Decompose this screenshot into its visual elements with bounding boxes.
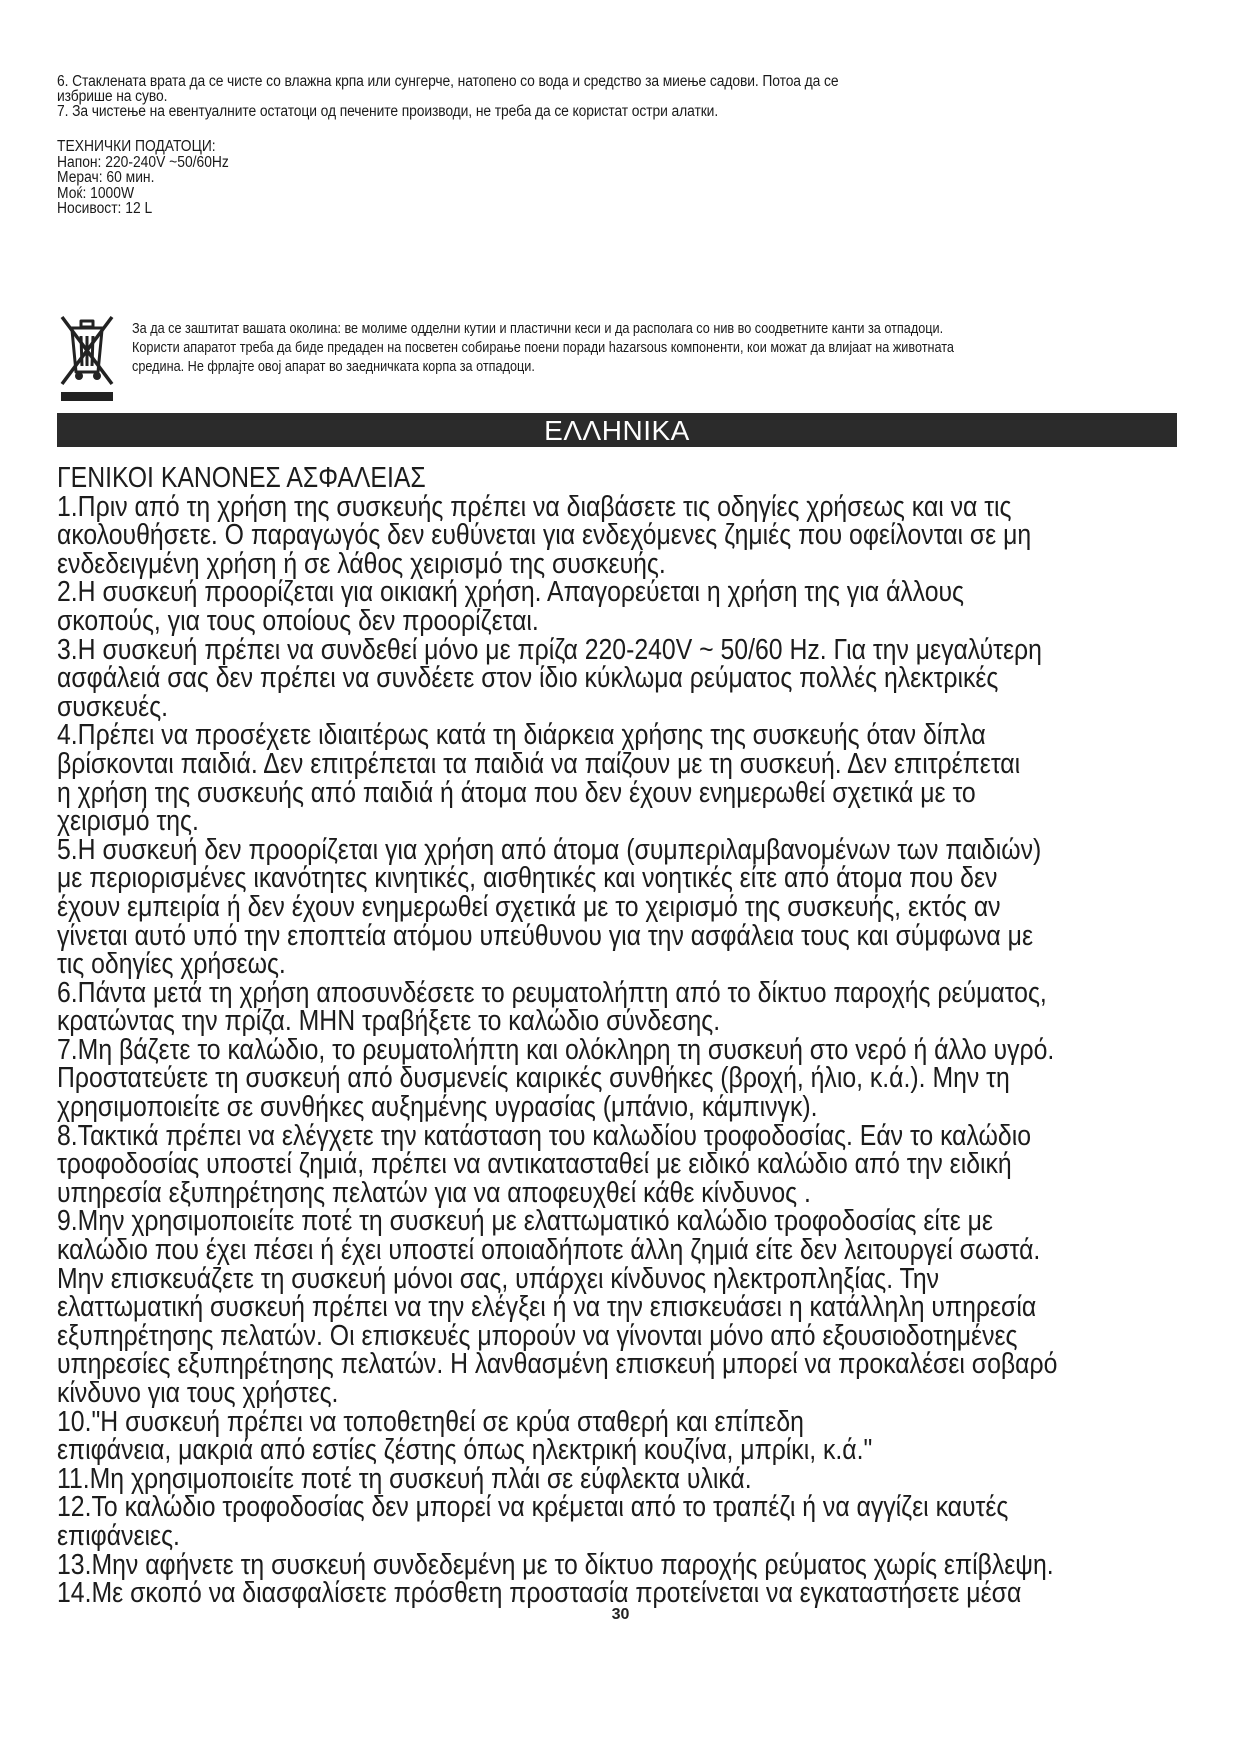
safety-rules-line: βρίσκονται παιδιά. Δεν επιτρέπεται τα παιδιά να παίζουν με τη συσκευή. Δεν επιτρέπεται <box>57 747 1021 780</box>
safety-rules-line: 8.Τακτικά πρέπει να ελέγχετε την κατάσταση του καλωδίου τροφοδοσίας. Εάν το καλώδιο <box>57 1119 1032 1152</box>
safety-rules-line: επιφάνεια, μακριά από εστίες ζέστης όπως ηλεκτρική κουζίνα, μπρίκι, κ.ά." <box>57 1434 873 1467</box>
safety-rules-line: Μην επισκευάζετε τη συσκευή μόνοι σας, υπάρχει κίνδυνος ηλεκτροπληξίας. Την <box>57 1262 940 1295</box>
disposal-line-2: Користи апаратот треба да биде предаден на посветен собирање поени поради hazarsous компоненти, кои можат да влијаат на животната <box>132 340 954 356</box>
safety-rules-line: ακολουθήσετε. Ο παραγωγός δεν ευθύνεται για ενδεχόμενες ζημιές που οφείλονται σε μη <box>57 519 1032 552</box>
safety-rules-line: ασφάλειά σας δεν πρέπει να συνδέετε στον ίδιο κύκλωμα ρεύματος πολλές ηλεκτρικές <box>57 662 999 695</box>
safety-rules-line: κίνδυνο για τους χρήστες. <box>57 1377 339 1409</box>
safety-rules-line: χειρισμό της. <box>57 805 199 838</box>
safety-rules-line: υπηρεσία εξυπηρέτησης πελατών για να αποφευχθεί κάθε κίνδυνος . <box>57 1176 811 1209</box>
page-number: 30 <box>611 1606 630 1623</box>
safety-rules-line: 4.Πρέπει να προσέχετε ιδιαιτέρως κατά τη διάρκεια χρήσης της συσκευής όταν δίπλα <box>57 719 986 752</box>
safety-rules-line: Προστατεύετε τη συσκευή από δυσμενείς καιρικές συνθήκες (βροχή, ήλιο, κ.ά.). Μην τη <box>57 1062 1010 1095</box>
safety-rules-line: 1.Πριν από τη χρήση της συσκευής πρέπει να διαβάσετε τις οδηγίες χρήσεως και να τις <box>57 490 1012 523</box>
technical-data <box>57 139 1065 217</box>
language-section-bar <box>57 413 1177 447</box>
safety-rules-body <box>57 490 1177 1610</box>
safety-rules-line: υπηρεσίες εξυπηρέτησης πελατών. Η λανθασμένη επισκευή μπορεί να προκαλέσει σοβαρό <box>57 1348 1058 1381</box>
safety-rules-line: η χρήση της συσκευής από παιδιά ή άτομα που δεν έχουν ενημερωθεί σχετικά με το <box>57 776 976 809</box>
safety-rules-line: 6.Πάντα μετά τη χρήση αποσυνδέσετε το ρευματολήπτη από το δίκτυο παροχής ρεύματος, <box>57 976 1047 1009</box>
safety-rules-line: 11.Μη χρησιμοποιείτε ποτέ τη συσκευή πλάι σε εύφλεκτα υλικά. <box>57 1462 752 1495</box>
safety-rules-line: ελαττωματική συσκευή πρέπει να την ελέγξει ή να την επισκευάσει η κατάλληλη υπηρεσία <box>57 1291 1037 1324</box>
safety-rules-line: κρατώντας την πρίζα. ΜΗΝ τραβήξετε το καλώδιο σύνδεσης. <box>57 1005 721 1038</box>
technical-data-capacity: Носивост: 12 L <box>57 200 153 217</box>
disposal-line-3: средина. Не фрлајте овој апарат во заедничката корпа за отпадоци. <box>132 359 535 375</box>
safety-rules-line: συσκευές. <box>57 690 169 723</box>
safety-rules-heading: ΓΕΝΙΚΟΙ ΚΑΝΟΝΕΣ ΑΣΦΑΛΕΙΑΣ <box>57 462 426 494</box>
language-label: ΕΛΛΗΝΙΚΑ <box>544 415 690 446</box>
instruction-item-6-line-2: избрише на суво. <box>57 88 168 105</box>
safety-rules-line: 12.Το καλώδιο τροφοδοσίας δεν μπορεί να κρέμεται από το τραπέζι ή να αγγίζει καυτές <box>57 1491 1009 1524</box>
safety-rules-line: 5.Η συσκευή δεν προορίζεται για χρήση από άτομα (συμπεριλαμβανομένων των παιδιών) <box>57 833 1042 866</box>
safety-rules-line: 7.Μη βάζετε το καλώδιο, το ρευματολήπτη και ολόκληρη τη συσκευή στο νερό ή άλλο υγρό. <box>57 1033 1055 1066</box>
safety-rules-line: τις οδηγίες χρήσεως. <box>57 948 286 981</box>
disposal-text <box>132 320 1153 377</box>
instruction-item-6-line-1: 6. Стаклената врата да се чисте со влажна крпа или сунгерче, натопено со вода и средство за миење садови. Потоа да се <box>57 73 839 90</box>
cleaning-instructions <box>57 74 1173 119</box>
safety-rules-line: καλώδιο που έχει πέσει ή έχει υποστεί οποιαδήποτε άλλη ζημιά είτε δεν λειτουργεί σωστά. <box>57 1234 1041 1267</box>
greek-safety-rules <box>57 464 1177 1608</box>
weee-bin-icon <box>59 314 115 402</box>
safety-rules-line: με περιορισμένες ικανότητες κινητικές, αισθητικές και νοητικές είτε από άτομα που δεν <box>57 862 998 895</box>
safety-rules-line: σκοπούς, για τους οποίους δεν προορίζεται. <box>57 604 539 637</box>
safety-rules-line: 10."Η συσκευή πρέπει να τοποθετηθεί σε κρύα σταθερή και επίπεδη <box>57 1405 804 1438</box>
safety-rules-line: 3.Η συσκευή πρέπει να συνδεθεί μόνο με πρίζα 220-240V ~ 50/60 Hz. Για την μεγαλύτερη <box>57 633 1042 666</box>
document-page <box>57 73 1177 1610</box>
disposal-notice <box>57 314 1177 404</box>
technical-data-timer: Мерач: 60 мин. <box>57 169 155 186</box>
safety-rules-line: γίνεται αυτό υπό την εποπτεία ατόμου υπεύθυνου για την ασφάλεια τους και σύμφωνα με <box>57 919 1034 952</box>
disposal-line-1: За да се заштитат вашата околина: ве молиме одделни кутии и пластични кеси и да располага со нив во соодветните канти за отпадоци. <box>132 321 944 337</box>
safety-rules-line: τροφοδοσίας υποστεί ζημιά, πρέπει να αντικατασταθεί με ειδικό καλώδιο από την ειδική <box>57 1148 1012 1181</box>
safety-rules-line: χρησιμοποιείτε σε συνθήκες αυξημένης υγρασίας (μπάνιο, κάμπινγκ). <box>57 1091 818 1124</box>
technical-data-heading: ТЕХНИЧКИ ПОДАТОЦИ: <box>57 138 216 155</box>
safety-rules-line: 14.Με σκοπό να διασφαλίσετε πρόσθετη προστασία προτείνεται να εγκαταστήσετε μέσα <box>57 1577 1022 1610</box>
safety-rules-line: έχουν εμπειρία ή δεν έχουν ενημερωθεί σχετικά με το χειρισμό της συσκευής, εκτός αν <box>57 890 1001 923</box>
instruction-item-7: 7. За чистење на евентуалните остатоци од печените производи, не треба да се користат остри алатки. <box>57 103 719 120</box>
technical-data-power: Моќ: 1000W <box>57 184 135 202</box>
safety-rules-line: 2.Η συσκευή προορίζεται για οικιακή χρήση. Απαγορεύεται η χρήση της για άλλους <box>57 576 964 609</box>
safety-rules-line: ενδεδειγμένη χρήση ή σε λάθος χειρισμό της συσκευής. <box>57 547 666 580</box>
safety-rules-line: επιφάνειες. <box>57 1519 180 1552</box>
safety-rules-line: 13.Μην αφήνετε τη συσκευή συνδεδεμένη με το δίκτυο παροχής ρεύματος χωρίς επίβλεψη. <box>57 1548 1054 1581</box>
technical-data-voltage: Напон: 220-240V ~50/60Hz <box>57 153 229 171</box>
safety-rules-line: εξυπηρέτησης πελατών. Οι επισκευές μπορούν να γίνονται μόνο από εξουσιοδοτημένες <box>57 1319 1018 1352</box>
safety-rules-line: 9.Μην χρησιμοποιείτε ποτέ τη συσκευή με ελαττωματικό καλώδιο τροφοδοσίας είτε με <box>57 1205 993 1238</box>
